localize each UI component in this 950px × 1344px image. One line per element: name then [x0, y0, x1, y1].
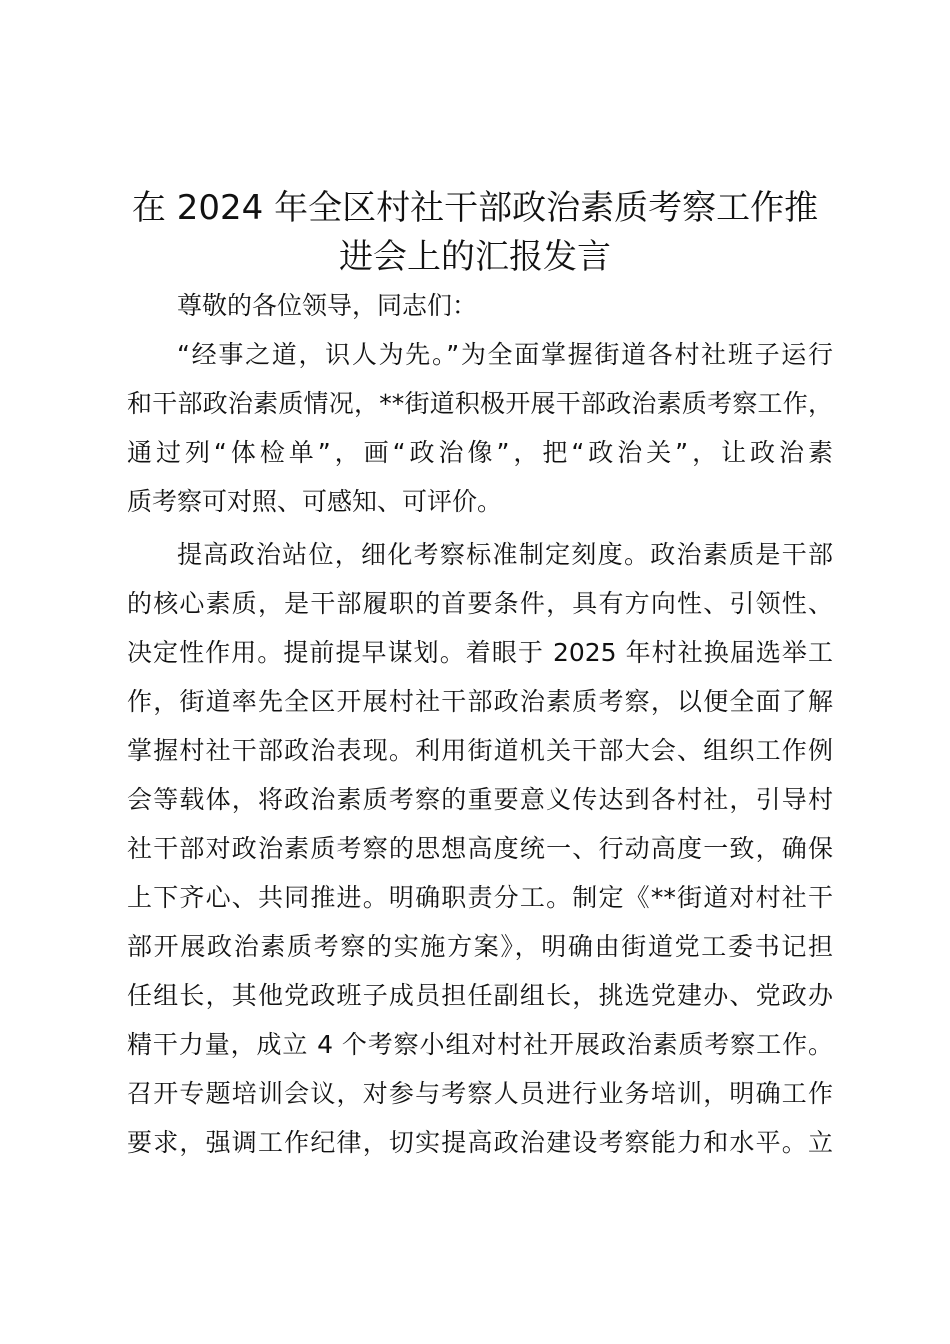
- document-title-line-1: 在 2024 年全区村社干部政治素质考察工作推: [131, 188, 819, 228]
- paragraph-line: 部开展政治素质考察的实施方案》，明确由街道党工委书记担: [127, 932, 833, 961]
- paragraph-line: 会等载体，将政治素质考察的重要意义传达到各村社，引导村: [127, 785, 833, 814]
- paragraph-line: 任组长，其他党政班子成员担任副组长，挑选党建办、党政办: [127, 981, 833, 1010]
- paragraph-line: 上下齐心、共同推进。明确职责分工。制定《**街道对村社干: [127, 883, 833, 912]
- paragraph-line: 通过列“体检单”，画“政治像”，把“政治关”，让政治素: [127, 438, 833, 467]
- paragraph-line: 的核心素质，是干部履职的首要条件，具有方向性、引领性、: [127, 589, 833, 618]
- document-title-line-2: 进会上的汇报发言: [339, 237, 611, 277]
- paragraph-line: 要求，强调工作纪律，切实提高政治建设考察能力和水平。立: [127, 1128, 833, 1157]
- paragraph-line: 质考察可对照、可感知、可评价。: [127, 487, 503, 516]
- paragraph-line: 提高政治站位，细化考察标准制定刻度。政治素质是干部: [177, 540, 833, 569]
- paragraph-line: 社干部对政治素质考察的思想高度统一、行动高度一致，确保: [127, 834, 833, 863]
- paragraph-line: 掌握村社干部政治表现。利用街道机关干部大会、组织工作例: [127, 736, 833, 765]
- paragraph-line: 和干部政治素质情况，**街道积极开展干部政治素质考察工作，: [127, 389, 833, 418]
- paragraph-line: 作，街道率先全区开展村社干部政治素质考察，以便全面了解: [127, 687, 833, 716]
- salutation: 尊敬的各位领导，同志们：: [177, 291, 478, 320]
- paragraph-line: “经事之道，识人为先。”为全面掌握街道各村社班子运行: [177, 340, 833, 369]
- paragraph-line: 精干力量，成立 4 个考察小组对村社开展政治素质考察工作。: [127, 1030, 833, 1059]
- paragraph-line: 召开专题培训会议，对参与考察人员进行业务培训，明确工作: [127, 1079, 833, 1108]
- paragraph-line: 决定性作用。提前提早谋划。着眼于 2025 年村社换届选举工: [127, 638, 833, 667]
